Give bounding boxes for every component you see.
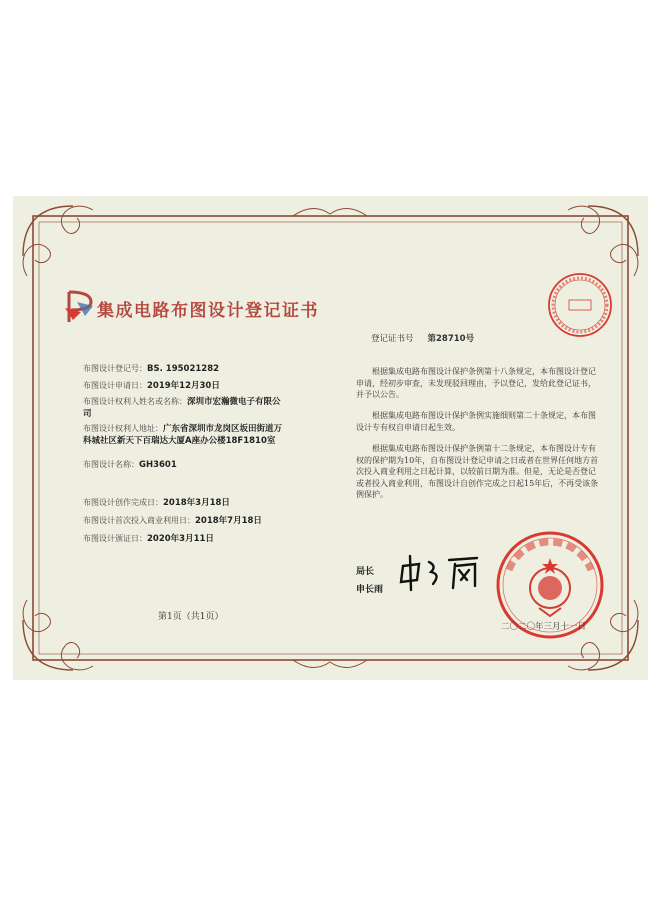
field-label: 布图设计申请日：	[83, 381, 147, 390]
registration-seal-icon	[547, 272, 613, 338]
director-title: 局长	[356, 567, 375, 577]
field-value: 广东省深圳市龙岗区坂田街道万科城社区新天下百瑞达大厦A座办公楼18F1810室	[83, 424, 283, 446]
field-label: 布图设计登记号：	[83, 364, 147, 373]
field-value: 2018年3月18日	[163, 498, 230, 508]
field-value: BS. 195021282	[147, 364, 220, 374]
field-value: 2019年12月30日	[147, 381, 220, 391]
paragraph-protection-term: 根据集成电路布图设计保护条例第十二条规定，本布图设计专有权的保护期为10年，自布图设计登记申请之日或者在世界任何地方首次投入商业利用之日起计算，以较前日期为准。但是，无论是否登记或者投入商业利用，布图设计自创作完成之日起15年后，不再受该条例保护。	[356, 444, 599, 499]
field-label: 布图设计权利人地址：	[83, 424, 163, 433]
field-label: 布图设计名称：	[83, 460, 139, 469]
field-label: 布图设计权利人姓名或名称：	[83, 397, 187, 406]
logo-icon	[63, 288, 97, 324]
director-name: 申长雨	[356, 585, 384, 595]
field-issue-date	[83, 532, 214, 544]
field-application-date	[83, 379, 220, 391]
field-owner-name	[83, 396, 288, 420]
field-label: 布图设计首次投入商业利用日：	[83, 516, 195, 525]
page-footer: 第1页（共1页）	[158, 612, 224, 622]
field-registration-no	[83, 363, 219, 374]
issue-date-chinese: 二〇二〇年三月十一日	[501, 622, 587, 632]
paragraph-effective: 根据集成电路布图设计保护条例实施细则第二十条规定，本布图设计专有权自申请日起生效。	[356, 411, 596, 432]
certificate-number-label: 登记证书号	[371, 334, 414, 344]
field-owner-address	[83, 423, 288, 447]
field-completion-date	[83, 496, 230, 508]
field-first-commercial-use-date	[83, 514, 262, 526]
field-value: 深圳市宏瀚微电子有限公司	[83, 397, 281, 419]
field-label: 布图设计颁证日：	[83, 534, 147, 543]
field-value: 2020年3月11日	[147, 534, 214, 544]
paragraph-registration: 根据集成电路布图设计保护条例第十八条规定，本布图设计登记申请，经初步审查，未发现驳回理由，予以登记，发给此登记证书，并予以公告。	[356, 367, 596, 399]
field-design-name	[83, 459, 177, 470]
field-label: 布图设计创作完成日：	[83, 498, 163, 507]
certificate-title: 集成电路布图设计登记证书	[97, 301, 319, 321]
signature-icon	[397, 552, 487, 594]
certificate	[13, 196, 648, 680]
field-value: 2018年7月18日	[195, 516, 262, 526]
certificate-number	[371, 332, 474, 344]
certificate-number-value: 第28710号	[427, 334, 475, 344]
field-value: GH3601	[139, 460, 177, 470]
